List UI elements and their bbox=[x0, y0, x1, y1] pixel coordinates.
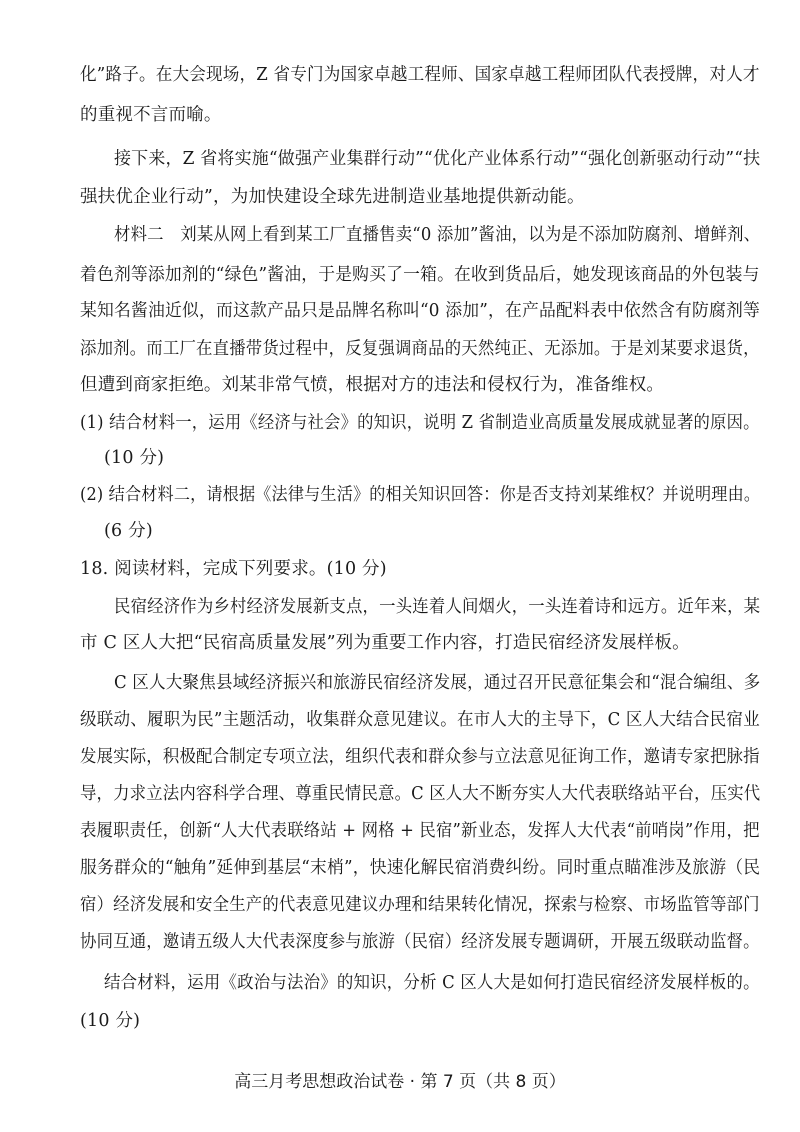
text-line: 宿）经济发展和安全生产的代表意见建议办理和结果转化情况，探索与检察、市场监管等部门 bbox=[80, 895, 760, 915]
text-line: 表履职责任，创新“人大代表联络站 + 网格 + 民宿”新业态，发挥人大代表“前哨岗”作用，把 bbox=[80, 821, 760, 841]
text-line: 的重视不言而喻。 bbox=[80, 105, 222, 125]
question-1-score: (10 分) bbox=[104, 448, 165, 468]
text-line: C 区人大聚焦县域经济振兴和旅游民宿经济发展，通过召开民意征集会和“混合编组、多 bbox=[114, 673, 761, 693]
text-line: 添加剂。而工厂在直播带货过程中，反复强调商品的天然纯正、无添加。于是刘某要求退货， bbox=[80, 339, 760, 359]
page-footer: 高三月考思想政治试卷 · 第 7 页（共 8 页） bbox=[234, 1072, 566, 1092]
question-2-score: (6 分) bbox=[104, 521, 153, 541]
text-line: 化”路子。在大会现场，Z 省专门为国家卓越工程师、国家卓越工程师团队代表授牌，对人才 bbox=[80, 65, 760, 85]
text-line: 级联动、履职为民”主题活动，收集群众意见建议。在市人大的主导下，C 区人大结合民宿业 bbox=[80, 710, 760, 730]
question-18-score: (10 分) bbox=[80, 1011, 141, 1031]
text-line: 导，力求立法内容科学合理、尊重民情民意。C 区人大不断夯实人大代表联络站平台，压实代 bbox=[80, 784, 761, 804]
text-line: 协同互通，邀请五级人大代表深度参与旅游（民宿）经济发展专题调研，开展五级联动监督。 bbox=[80, 932, 760, 952]
text-line: 着色剂等添加剂的“绿色”酱油，于是购买了一箱。在收到货品后，她发现该商品的外包装与 bbox=[80, 265, 760, 285]
question-1: (1) 结合材料一，运用《经济与社会》的知识，说明 Z 省制造业高质量发展成就显著的原因。 bbox=[80, 413, 760, 433]
text-line: 市 C 区人大把“民宿高质量发展”列为重要工作内容，打造民宿经济发展样板。 bbox=[80, 633, 690, 653]
text-line: 服务群众的“触角”延伸到基层“末梢”，快速化解民宿消费纠纷。同时重点瞄准涉及旅游（民 bbox=[80, 858, 761, 878]
material-two-heading: 材料二 刘某从网上看到某工厂直播售卖“0 添加”酱油，以为是不添加防腐剂、增鲜剂、 bbox=[114, 225, 761, 245]
text-line: 强扶优企业行动”，为加快建设全球先进制造业基地提供新动能。 bbox=[80, 187, 585, 207]
text-line: 某知名酱油近似，而这款产品只是品牌名称叫“0 添加”，在产品配料表中依然含有防腐剂等 bbox=[80, 301, 761, 321]
text-line: 接下来，Z 省将实施“做强产业集群行动”“优化产业体系行动”“强化创新驱动行动”“扶 bbox=[114, 149, 761, 169]
question-18-heading: 18. 阅读材料，完成下列要求。(10 分) bbox=[80, 559, 387, 579]
text-line: 发展实际，积极配合制定专项立法，组织代表和群众参与立法意见征询工作，邀请专家把脉指 bbox=[80, 747, 760, 767]
question-2: (2) 结合材料二，请根据《法律与生活》的相关知识回答：你是否支持刘某维权？并说明理由。 bbox=[80, 485, 761, 505]
question-18-prompt: 结合材料，运用《政治与法治》的知识，分析 C 区人大是如何打造民宿经济发展样板的。 bbox=[104, 973, 760, 993]
text-line: 民宿经济作为乡村经济发展新支点，一头连着人间烟火，一头连着诗和远方。近年来，某 bbox=[114, 597, 761, 617]
text-line: 但遭到商家拒绝。刘某非常气愤，根据对方的违法和侵权行为，准备维权。 bbox=[80, 375, 665, 395]
